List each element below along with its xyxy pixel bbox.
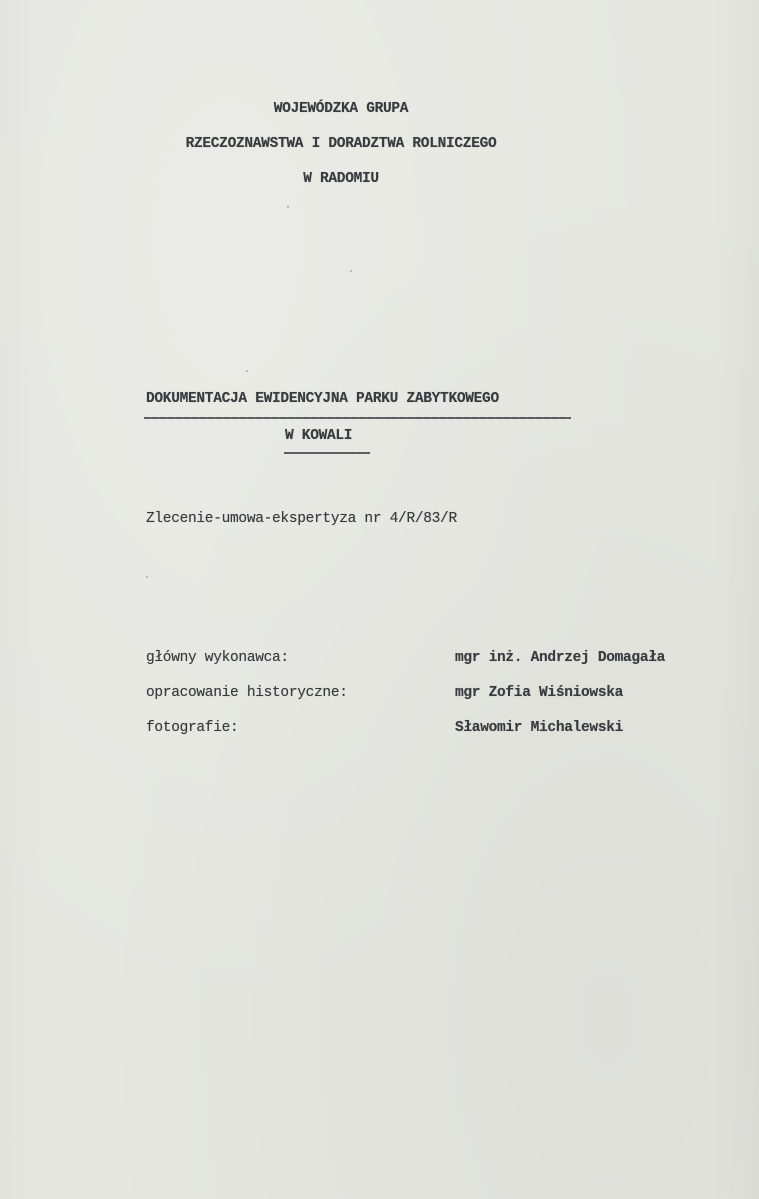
- credit-role-main: główny wykonawca:: [146, 650, 289, 666]
- credit-role-history: opracowanie historyczne:: [146, 685, 348, 701]
- institution-line-1: WOJEWÓDZKA GRUPA: [273, 101, 409, 117]
- credit-role-photos: fotografie:: [146, 720, 239, 736]
- document-title: DOKUMENTACJA EWIDENCYJNA PARKU ZABYTKOWEGO: [146, 391, 499, 407]
- paper-speck: [287, 206, 289, 208]
- credit-name-main: mgr inż. Andrzej Domagała: [455, 650, 666, 666]
- institution-line-2: RZECZOZNAWSTWA I DORADZTWA ROLNICZEGO: [185, 136, 497, 152]
- credit-name-history: mgr Zofia Wiśniowska: [455, 685, 624, 701]
- paper-speck: [146, 576, 148, 578]
- credit-name-photos: Sławomir Michalewski: [455, 720, 624, 736]
- subtitle-underline: [284, 452, 370, 454]
- title-underline: [144, 417, 571, 419]
- order-number: Zlecenie-umowa-ekspertyza nr 4/R/83/R: [146, 511, 457, 527]
- institution-line-3: W RADOMIU: [303, 171, 379, 187]
- paper-speck: [350, 270, 352, 272]
- paper-speck: [246, 370, 248, 372]
- document-subtitle: W KOWALI: [285, 428, 353, 444]
